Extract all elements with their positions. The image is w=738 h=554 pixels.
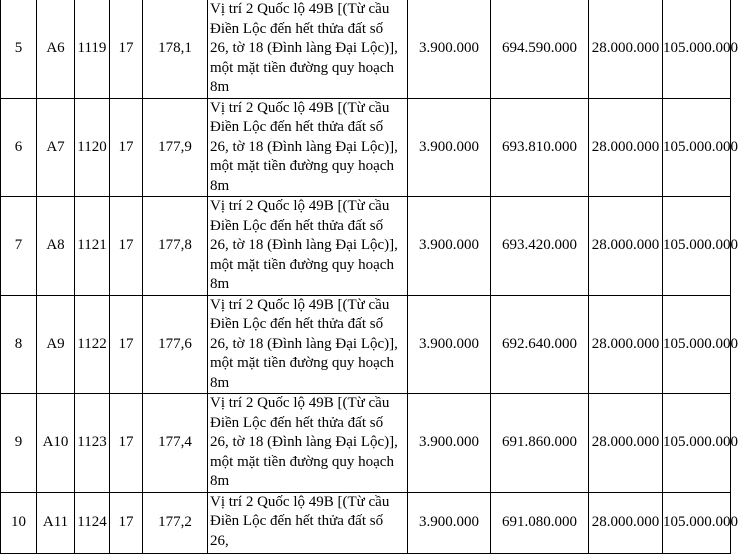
cell-gia-khoi-diem: 691.860.000: [491, 394, 589, 493]
cell-dien-tich: 178,1: [143, 0, 208, 98]
cell-vi-tri: Vị trí 2 Quốc lộ 49B [(Từ cầu Điền Lộc đến hết thửa đất số 26, tờ 18 (Đình làng Đại Lộc)], một mặt tiền đường quy hoạch 8m: [208, 197, 408, 296]
table-row: [1, 295, 731, 394]
cell-so-thua: 1119: [75, 0, 110, 98]
cell-dien-tich: 177,4: [143, 394, 208, 493]
cell-to-ban-do: 17: [110, 394, 143, 493]
cell-to-ban-do: 17: [110, 492, 143, 553]
cell-ky-hieu: A8: [37, 197, 75, 296]
table-row: [1, 0, 731, 98]
cell-don-gia: 3.900.000: [408, 394, 491, 493]
cell-vi-tri: Vị trí 2 Quốc lộ 49B [(Từ cầu Điền Lộc đến hết thửa đất số 26, tờ 18 (Đình làng Đại Lộc)], một mặt tiền đường quy hoạch 8m: [208, 98, 408, 197]
cell-dien-tich: 177,8: [143, 197, 208, 296]
cell-buoc-gia: 28.000.000: [589, 492, 663, 553]
cell-tien-dat-truoc: 105.000.000: [663, 295, 731, 394]
cell-ky-hieu: A6: [37, 0, 75, 98]
cell-vi-tri: Vị trí 2 Quốc lộ 49B [(Từ cầu Điền Lộc đến hết thửa đất số 26, tờ 18 (Đình làng Đại Lộc)], một mặt tiền đường quy hoạch 8m: [208, 0, 408, 98]
cell-gia-khoi-diem: 693.420.000: [491, 197, 589, 296]
table-row: [1, 98, 731, 197]
cell-don-gia: 3.900.000: [408, 197, 491, 296]
cell-vi-tri: Vị trí 2 Quốc lộ 49B [(Từ cầu Điền Lộc đến hết thửa đất số 26, tờ 18 (Đình làng Đại Lộc)], một mặt tiền đường quy hoạch 8m: [208, 394, 408, 493]
cell-to-ban-do: 17: [110, 295, 143, 394]
cell-buoc-gia: 28.000.000: [589, 295, 663, 394]
cell-tien-dat-truoc: 105.000.000: [663, 0, 731, 98]
cell-gia-khoi-diem: 692.640.000: [491, 295, 589, 394]
cell-gia-khoi-diem: 693.810.000: [491, 98, 589, 197]
cell-buoc-gia: 28.000.000: [589, 98, 663, 197]
table-row: [1, 197, 731, 296]
cell-stt: 10: [1, 492, 37, 553]
cell-tien-dat-truoc: 105.000.000: [663, 492, 731, 553]
cell-don-gia: 3.900.000: [408, 492, 491, 553]
table-row: [1, 492, 731, 553]
cell-buoc-gia: 28.000.000: [589, 197, 663, 296]
cell-stt: 7: [1, 197, 37, 296]
cell-dien-tich: 177,2: [143, 492, 208, 553]
cell-tien-dat-truoc: 105.000.000: [663, 394, 731, 493]
cell-stt: 8: [1, 295, 37, 394]
cell-vi-tri: Vị trí 2 Quốc lộ 49B [(Từ cầu Điền Lộc đến hết thửa đất số 26,: [208, 492, 408, 553]
cell-ky-hieu: A9: [37, 295, 75, 394]
cell-ky-hieu: A11: [37, 492, 75, 553]
cell-so-thua: 1124: [75, 492, 110, 553]
cell-tien-dat-truoc: 105.000.000: [663, 98, 731, 197]
cell-tien-dat-truoc: 105.000.000: [663, 197, 731, 296]
cell-don-gia: 3.900.000: [408, 0, 491, 98]
table-row: [1, 394, 731, 493]
cell-to-ban-do: 17: [110, 197, 143, 296]
cell-to-ban-do: 17: [110, 0, 143, 98]
cell-buoc-gia: 28.000.000: [589, 0, 663, 98]
cell-to-ban-do: 17: [110, 98, 143, 197]
cell-stt: 9: [1, 394, 37, 493]
cell-ky-hieu: A10: [37, 394, 75, 493]
cell-stt: 5: [1, 0, 37, 98]
cell-vi-tri: Vị trí 2 Quốc lộ 49B [(Từ cầu Điền Lộc đến hết thửa đất số 26, tờ 18 (Đình làng Đại Lộc)], một mặt tiền đường quy hoạch 8m: [208, 295, 408, 394]
cell-ky-hieu: A7: [37, 98, 75, 197]
cell-so-thua: 1123: [75, 394, 110, 493]
cell-gia-khoi-diem: 691.080.000: [491, 492, 589, 553]
cell-so-thua: 1121: [75, 197, 110, 296]
cell-so-thua: 1122: [75, 295, 110, 394]
cell-don-gia: 3.900.000: [408, 98, 491, 197]
cell-don-gia: 3.900.000: [408, 295, 491, 394]
cell-dien-tich: 177,6: [143, 295, 208, 394]
cell-so-thua: 1120: [75, 98, 110, 197]
cell-buoc-gia: 28.000.000: [589, 394, 663, 493]
cell-stt: 6: [1, 98, 37, 197]
cell-gia-khoi-diem: 694.590.000: [491, 0, 589, 98]
cell-dien-tich: 177,9: [143, 98, 208, 197]
